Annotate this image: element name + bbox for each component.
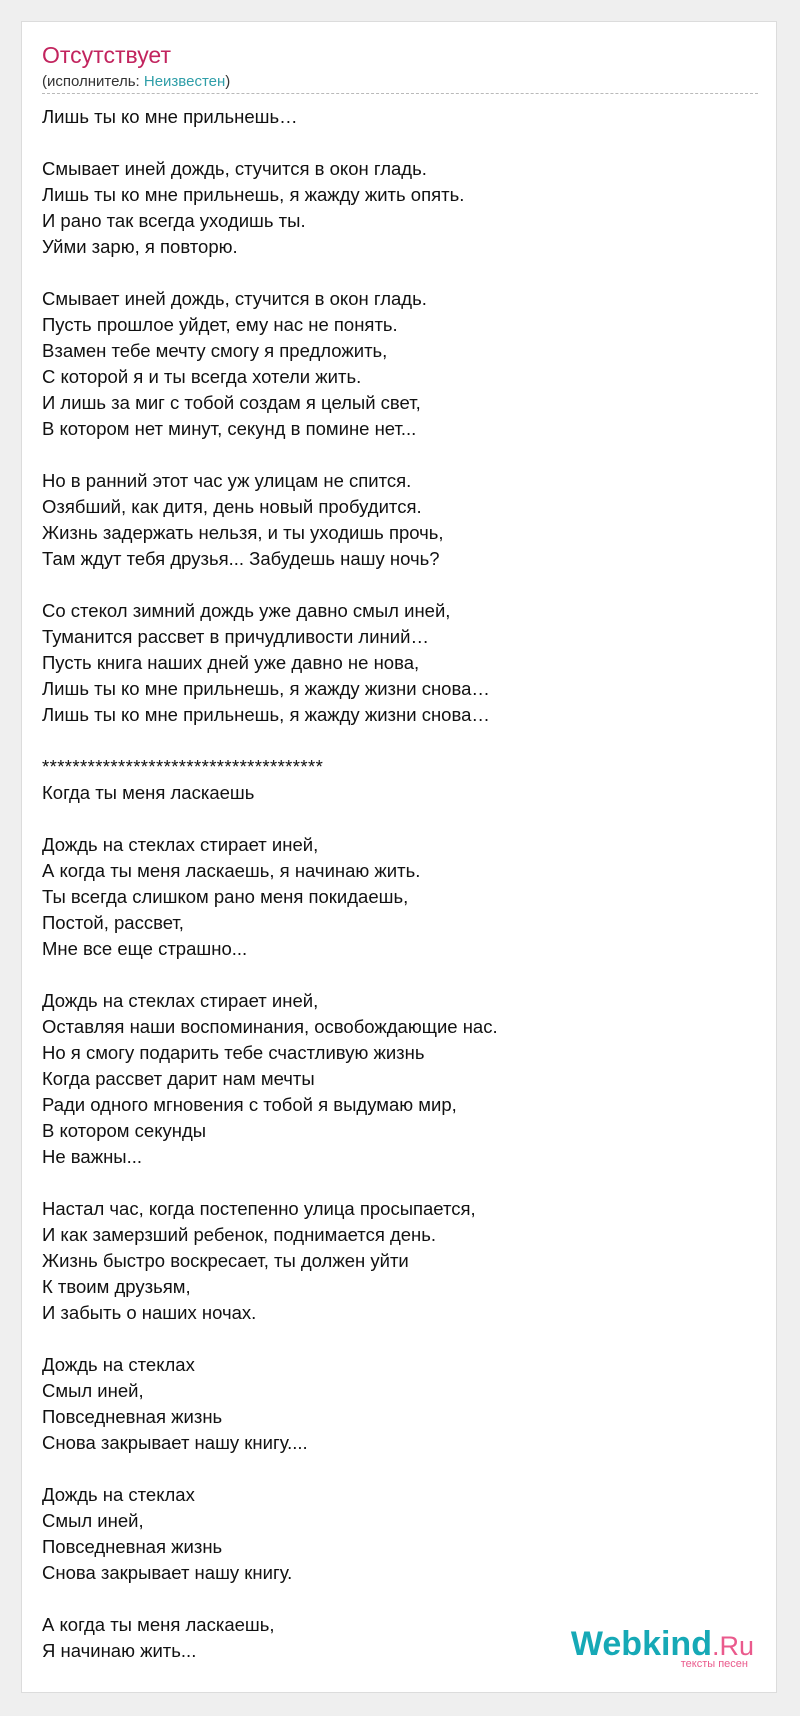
lyric-line: Уйми зарю, я повторю.	[42, 236, 238, 257]
song-title: Отсутствует	[42, 42, 171, 68]
lyric-line: Оставляя наши воспоминания, освобождающие нас.	[42, 1016, 498, 1037]
lyric-line: Не важны...	[42, 1146, 143, 1167]
lyric-line: Смывает иней дождь, стучится в окон гладь.	[42, 288, 427, 309]
stanza-gap	[42, 1586, 762, 1612]
logo-tagline: тексты песен	[680, 1658, 748, 1670]
webkind-logo[interactable]	[554, 1626, 754, 1672]
lyric-line: Смыл иней,	[42, 1380, 144, 1401]
lyric-line: Когда рассвет дарит нам мечты	[42, 1068, 315, 1089]
lyric-line: Дождь на стеклах стирает иней,	[42, 990, 319, 1011]
section-separator: *************************************	[42, 756, 324, 777]
lyric-line: А когда ты меня ласкаешь, я начинаю жить.	[42, 860, 421, 881]
lyric-line: Лишь ты ко мне прильнешь, я жажду жизни снова…	[42, 678, 490, 699]
lyric-line: Снова закрывает нашу книгу....	[42, 1432, 308, 1453]
performer-line	[42, 73, 230, 91]
stanza-gap	[42, 572, 762, 598]
lyric-line: Лишь ты ко мне прильнешь, я жажду жить опять.	[42, 184, 465, 205]
header-divider	[42, 93, 758, 94]
lyric-line: А когда ты меня ласкаешь,	[42, 1614, 275, 1635]
lyric-line: Пусть прошлое уйдет, ему нас не понять.	[42, 314, 398, 335]
lyric-line: Со стекол зимний дождь уже давно смыл иней,	[42, 600, 451, 621]
lyric-line: Дождь на стеклах	[42, 1354, 195, 1375]
lyric-line: И лишь за миг с тобой создам я целый свет,	[42, 392, 421, 413]
lyric-line: Жизнь быстро воскресает, ты должен уйти	[42, 1250, 409, 1271]
lyric-line: Смыл иней,	[42, 1510, 144, 1531]
lyric-line: Постой, рассвет,	[42, 912, 184, 933]
lyric-line: Лишь ты ко мне прильнешь…	[42, 106, 298, 127]
lyric-line: Смывает иней дождь, стучится в окон гладь.	[42, 158, 427, 179]
lyric-line: И рано так всегда уходишь ты.	[42, 210, 306, 231]
stanza-gap	[42, 728, 762, 754]
lyric-line: Взамен тебе мечту смогу я предложить,	[42, 340, 388, 361]
stanza-gap	[42, 1456, 762, 1482]
performer-suffix: )	[225, 73, 231, 90]
stanza-gap	[42, 442, 762, 468]
stanza-gap	[42, 260, 762, 286]
lyric-line: Но я смогу подарить тебе счастливую жизнь	[42, 1042, 425, 1063]
lyric-line: Настал час, когда постепенно улица просыпается,	[42, 1198, 476, 1219]
lyric-line: Там ждут тебя друзья... Забудешь нашу ночь?	[42, 548, 440, 569]
lyrics-text	[42, 104, 762, 1664]
lyric-line: Озябший, как дитя, день новый пробудится.	[42, 496, 422, 517]
lyric-line: Пусть книга наших дней уже давно не нова,	[42, 652, 420, 673]
lyric-line: Снова закрывает нашу книгу.	[42, 1562, 293, 1583]
lyric-line: К твоим друзьям,	[42, 1276, 191, 1297]
lyric-line: Мне все еще страшно...	[42, 938, 248, 959]
stanza-gap	[42, 130, 762, 156]
stanza-gap	[42, 806, 762, 832]
lyric-line: Ради одного мгновения с тобой я выдумаю мир,	[42, 1094, 457, 1115]
lyric-line: В котором нет минут, секунд в помине нет...	[42, 418, 417, 439]
lyric-line: И забыть о наших ночах.	[42, 1302, 257, 1323]
lyric-line: Дождь на стеклах	[42, 1484, 195, 1505]
lyric-line: Повседневная жизнь	[42, 1536, 223, 1557]
performer-link[interactable]: Неизвестен	[143, 73, 226, 90]
lyric-line: Повседневная жизнь	[42, 1406, 223, 1427]
lyric-line: Когда ты меня ласкаешь	[42, 782, 255, 803]
lyric-line: Лишь ты ко мне прильнешь, я жажду жизни снова…	[42, 704, 490, 725]
stanza-gap	[42, 1170, 762, 1196]
lyrics-page	[21, 21, 777, 1693]
lyric-line: Дождь на стеклах стирает иней,	[42, 834, 319, 855]
lyric-line: Жизнь задержать нельзя, и ты уходишь прочь,	[42, 522, 444, 543]
logo-tld: .Ru	[711, 1631, 754, 1661]
lyric-line: И как замерзший ребенок, поднимается день.	[42, 1224, 437, 1245]
lyric-line: Но в ранний этот час уж улицам не спится.	[42, 470, 412, 491]
lyric-line: С которой я и ты всегда хотели жить.	[42, 366, 362, 387]
lyric-line: В котором секунды	[42, 1120, 207, 1141]
lyric-line: Туманится рассвет в причудливости линий…	[42, 626, 429, 647]
stanza-gap	[42, 1326, 762, 1352]
performer-prefix: (исполнитель:	[42, 73, 144, 90]
lyric-line: Я начинаю жить...	[42, 1640, 197, 1661]
stanza-gap	[42, 962, 762, 988]
lyric-line: Ты всегда слишком рано меня покидаешь,	[42, 886, 409, 907]
logo-brand: Webkind	[570, 1625, 712, 1663]
